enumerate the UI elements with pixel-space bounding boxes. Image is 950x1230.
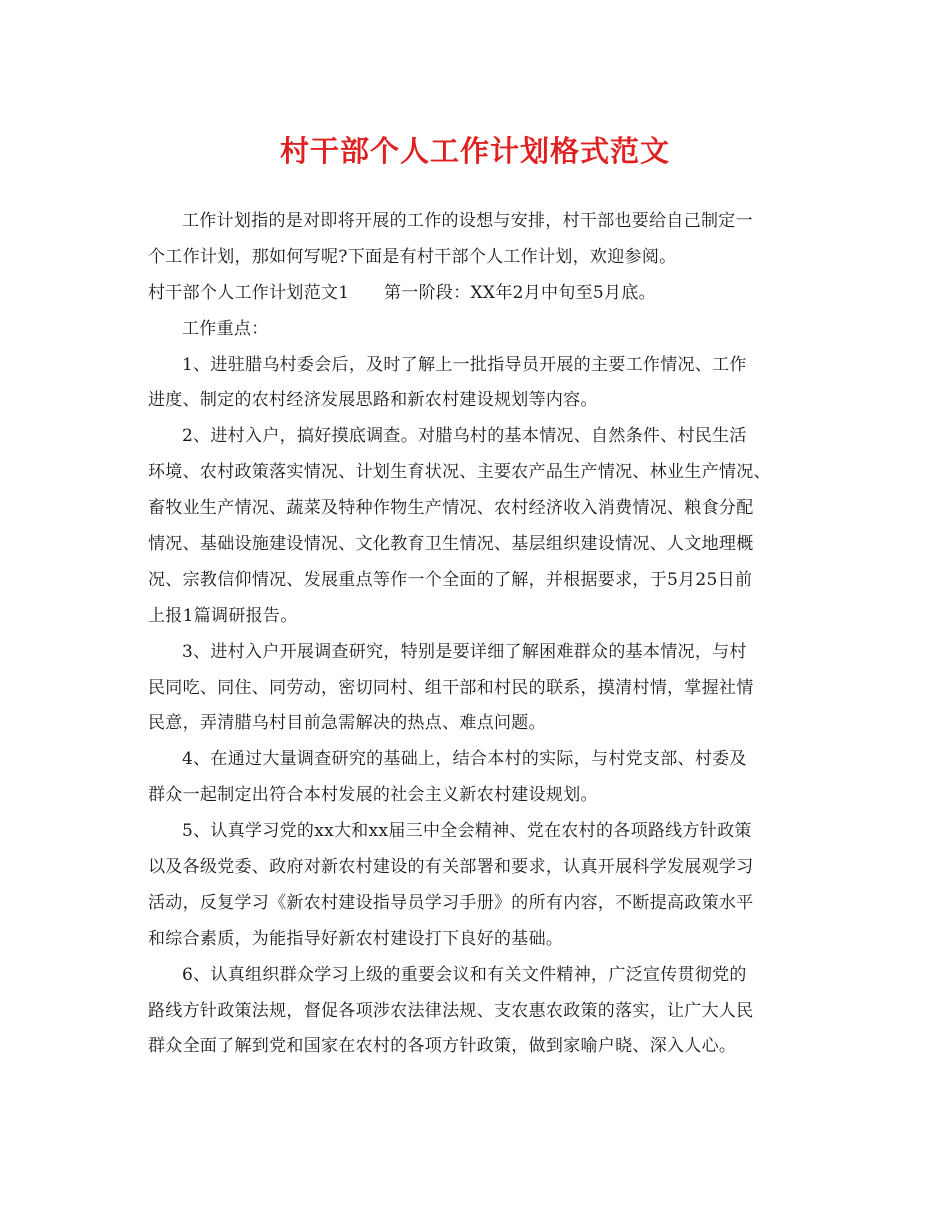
paragraph-line: 上报1篇调研报告。	[148, 605, 298, 626]
paragraph-line: 环境、农村政策落实情况、计划生育状况、主要农产品生产情况、林业生产情况、	[148, 462, 771, 483]
paragraph-line: 工作计划指的是对即将开展的工作的设想与安排，村干部也要给自己制定一	[182, 211, 753, 231]
paragraph-line: 情况、基础设施建设情况、文化教育卫生情况、基层组织建设情况、人文地理概	[148, 534, 754, 555]
paragraph-line: 群众一起制定出符合本村发展的社会主义新农村建设规划。	[148, 785, 598, 806]
paragraph-line: 5、认真学习党的xx大和xx届三中全会精神、党在农村的各项路线方针政策	[182, 821, 752, 842]
paragraph-line: 进度、制定的农村经济发展思路和新农村建设规划等内容。	[148, 390, 598, 411]
paragraph-line: 3、进村入户开展调查研究，特别是要详细了解困难群众的基本情况，与村	[182, 641, 747, 662]
paragraph-line: 民同吃、同住、同劳动，密切同村、组干部和村民的联系，摸清村情，掌握社情	[148, 677, 754, 698]
paragraph-line: 况、宗教信仰情况、发展重点等作一个全面的了解，并根据要求，于5月25日前	[148, 569, 753, 590]
paragraph-line: 活动，反复学习《新农村建设指导员学习手册》的所有内容，不断提高政策水平	[148, 892, 754, 913]
paragraph-line: 群众全面了解到党和国家在农村的各项方针政策，做到家喻户晓、深入人心。	[148, 1036, 737, 1057]
document-title: 村干部个人工作计划格式范文	[279, 134, 670, 168]
paragraph-line: 村干部个人工作计划范文1 第一阶段：XX年2月中旬至5月底。	[148, 282, 656, 303]
paragraph-line: 1、进驻腊乌村委会后，及时了解上一批指导员开展的主要工作情况、工作	[182, 354, 747, 375]
document-body	[148, 204, 813, 1065]
paragraph-line: 6、认真组织群众学习上级的重要会议和有关文件精神，广泛宣传贯彻党的	[182, 964, 747, 985]
paragraph-line: 2、进村入户，搞好摸底调查。对腊乌村的基本情况、自然条件、村民生活	[182, 426, 747, 447]
paragraph-line: 4、在通过大量调查研究的基础上，结合本村的实际，与村党支部、村委及	[182, 749, 747, 770]
paragraph-line: 和综合素质，为能指导好新农村建设打下良好的基础。	[148, 928, 564, 949]
paragraph-line: 个工作计划，那如何写呢?下面是有村干部个人工作计划，欢迎参阅。	[148, 246, 677, 267]
paragraph-line: 民意，弄清腊乌村目前急需解决的热点、难点问题。	[148, 713, 546, 734]
paragraph-line: 以及各级党委、政府对新农村建设的有关部署和要求，认真开展科学发展观学习	[148, 857, 754, 878]
paragraph-line: 工作重点：	[182, 318, 269, 339]
paragraph-line: 畜牧业生产情况、蔬菜及特种作物生产情况、农村经济收入消费情况、粮食分配	[148, 498, 754, 519]
paragraph-line: 路线方针政策法规，督促各项涉农法律法规、支农惠农政策的落实，让广大人民	[148, 1000, 754, 1021]
